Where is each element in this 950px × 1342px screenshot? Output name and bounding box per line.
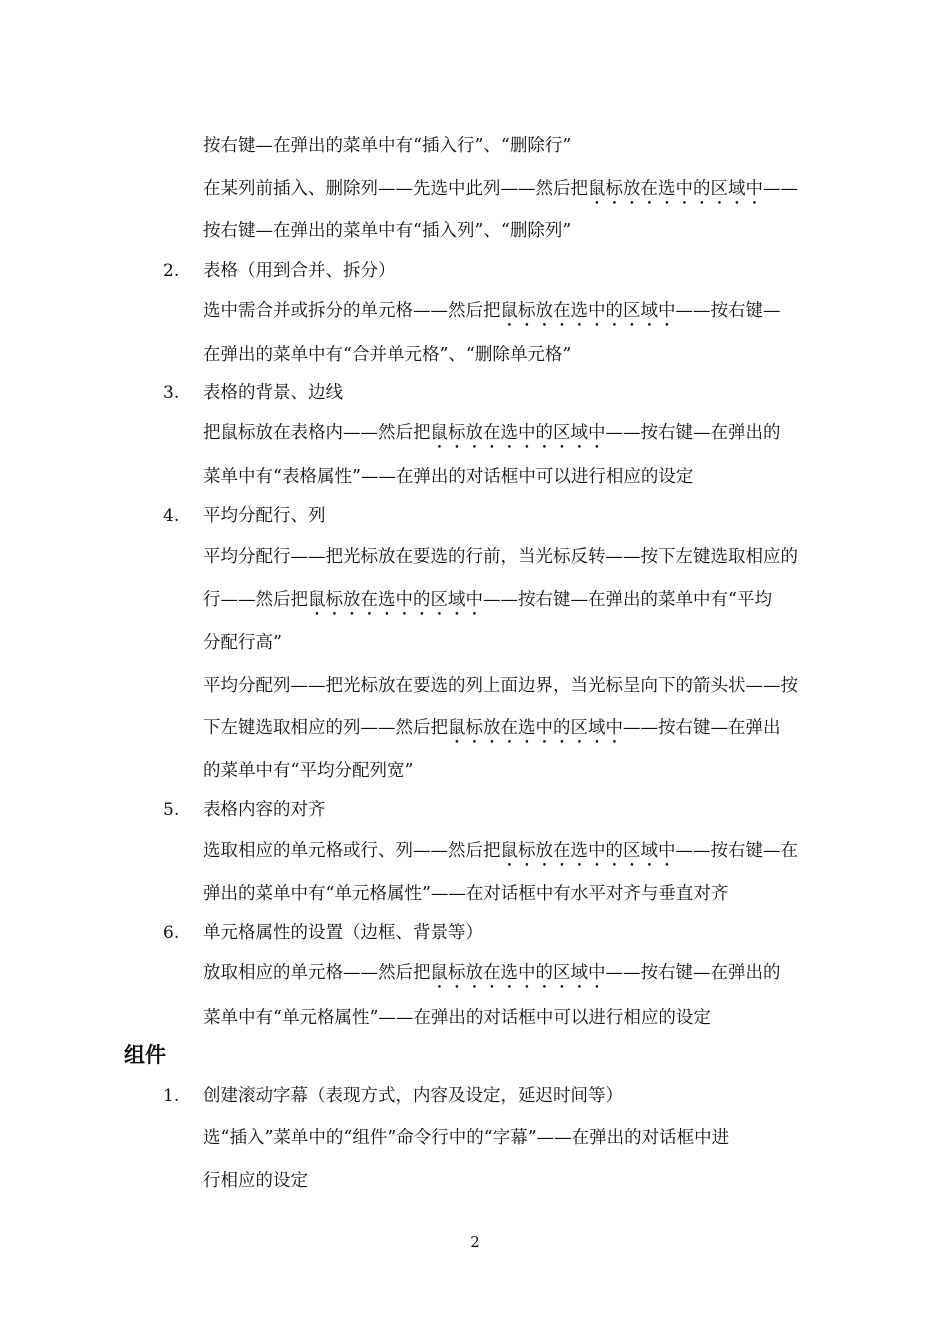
text-line: 按右键—在弹出的菜单中有“插入行”、“删除行” xyxy=(203,136,572,156)
text-line: 按右键—在弹出的菜单中有“插入列”、“删除列” xyxy=(203,221,572,241)
text-line: 菜单中有“单元格属性”——在弹出的对话框中可以进行相应的设定 xyxy=(203,1008,711,1028)
text-line xyxy=(203,962,781,993)
section-heading: 组件 xyxy=(124,1043,166,1067)
text-segment: —— xyxy=(763,179,798,199)
text-segment: 下左键选取相应的列——然后把 xyxy=(203,718,448,738)
text-segment: 在某列前插入、删除列——先选中此列——然后把 xyxy=(203,179,588,199)
list-number: 1. xyxy=(163,1086,180,1106)
text-line: 平均分配列——把光标放在要选的列上面边界，当光标呈向下的箭头状——按 xyxy=(203,676,798,696)
emphasis-text: 鼠标放在选中的区域中 xyxy=(448,718,623,738)
emphasis-text: 鼠标放在选中的区域中 xyxy=(430,423,606,443)
text-line: 行相应的设定 xyxy=(203,1171,308,1191)
text-segment: ——按右键—在弹出的 xyxy=(605,963,781,983)
text-segment: ——按右键— xyxy=(675,301,781,321)
list-number: 5. xyxy=(163,800,180,820)
text-line xyxy=(203,300,781,331)
list-item-title: 表格（用到合并、拆分） xyxy=(203,261,396,281)
text-segment: 把鼠标放在表格内——然后把 xyxy=(203,423,431,443)
emphasis-text: 鼠标放在选中的区域中 xyxy=(430,963,606,983)
emphasis-text: 鼠标放在选中的区域中 xyxy=(588,179,763,199)
list-item-title: 表格的背景、边线 xyxy=(203,383,343,403)
text-line xyxy=(203,840,798,871)
text-line: 菜单中有“表格属性”——在弹出的对话框中可以进行相应的设定 xyxy=(203,467,694,487)
page-number: 2 xyxy=(470,1233,480,1251)
text-line: 选“插入”菜单中的“组件”命令行中的“字幕”——在弹出的对话框中进 xyxy=(203,1128,730,1148)
emphasis-text: 鼠标放在选中的区域中 xyxy=(308,590,483,610)
text-segment: ——按右键—在弹出的菜单中有“平均 xyxy=(483,590,772,610)
list-number: 3. xyxy=(163,383,180,403)
list-number: 2. xyxy=(163,261,180,281)
list-item-title: 创建滚动字幕（表现方式，内容及设定，延迟时间等） xyxy=(203,1086,623,1106)
text-line xyxy=(203,589,772,620)
emphasis-text: 鼠标放在选中的区域中 xyxy=(500,841,676,861)
text-line: 在弹出的菜单中有“合并单元格”、“删除单元格” xyxy=(203,345,572,365)
text-line: 平均分配行——把光标放在要选的行前，当光标反转——按下左键选取相应的 xyxy=(203,547,798,567)
text-segment: 放取相应的单元格——然后把 xyxy=(203,963,431,983)
list-item-title: 表格内容的对齐 xyxy=(203,800,326,820)
text-segment: 选中需合并或拆分的单元格——然后把 xyxy=(203,301,501,321)
text-segment: ——按右键—在弹出的 xyxy=(605,423,781,443)
text-segment: 行——然后把 xyxy=(203,590,308,610)
list-item-title: 平均分配行、列 xyxy=(203,506,326,526)
emphasis-text: 鼠标放在选中的区域中 xyxy=(500,301,676,321)
text-line xyxy=(203,178,798,209)
list-item-title: 单元格属性的设置（边框、背景等） xyxy=(203,923,483,943)
list-number: 6. xyxy=(163,923,180,943)
text-line: 分配行高” xyxy=(203,633,282,653)
text-line: 弹出的菜单中有“单元格属性”——在对话框中有水平对齐与垂直对齐 xyxy=(203,884,729,904)
text-segment: ——按右键—在弹出 xyxy=(623,718,781,738)
text-line xyxy=(203,422,781,453)
text-line xyxy=(203,717,781,748)
text-segment: 选取相应的单元格或行、列——然后把 xyxy=(203,841,501,861)
text-segment: ——按右键—在 xyxy=(675,841,798,861)
text-line: 的菜单中有“平均分配列宽” xyxy=(203,761,414,781)
list-number: 4. xyxy=(163,506,180,526)
